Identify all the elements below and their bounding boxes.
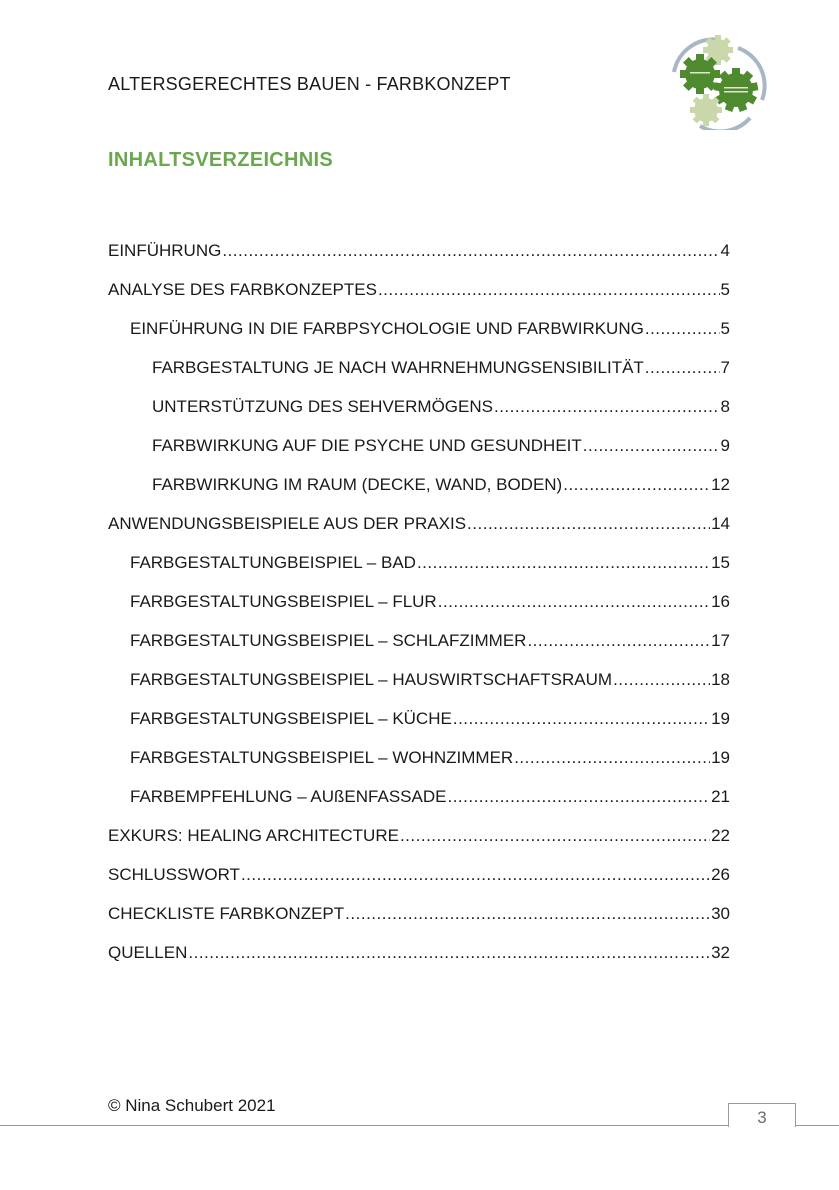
toc-entry-label: EXKURS: HEALING ARCHITECTURE — [108, 826, 399, 845]
toc-entry-page: 18 — [711, 670, 730, 689]
toc-entry[interactable] — [108, 855, 730, 894]
toc-entry-label: EINFÜHRUNG — [108, 241, 222, 260]
toc-entry-label: FARBGESTALTUNG JE NACH WAHRNEHMUNGSENSIBILITÄT — [152, 358, 644, 377]
toc-dot-leader — [563, 465, 710, 504]
toc-entry-label: FARBGESTALTUNGSBEISPIEL – KÜCHE — [130, 709, 452, 728]
toc-entry[interactable] — [108, 231, 730, 270]
toc-entry-page: 8 — [720, 397, 730, 416]
toc-entry[interactable] — [108, 504, 730, 543]
toc-entry[interactable] — [108, 270, 730, 309]
toc-dot-leader — [645, 309, 720, 348]
toc-entry[interactable] — [108, 699, 730, 738]
toc-entry-page: 7 — [720, 358, 730, 377]
toc-dot-leader — [400, 816, 710, 855]
toc-entry[interactable] — [108, 543, 730, 582]
toc-entry-label: ANWENDUNGSBEISPIELE AUS DER PRAXIS — [108, 514, 467, 533]
toc-entry-page: 26 — [711, 865, 730, 884]
toc-entry-page: 17 — [711, 631, 730, 650]
toc-entry-page: 9 — [720, 436, 730, 455]
toc-dot-leader — [241, 855, 710, 894]
toc-entry-label: FARBGESTALTUNGSBEISPIEL – FLUR — [130, 592, 437, 611]
toc-entry-page: 22 — [711, 826, 730, 845]
toc-entry-label: EINFÜHRUNG IN DIE FARBPSYCHOLOGIE UND FARBWIRKUNG — [130, 319, 644, 338]
document-header-title: ALTERSGERECHTES BAUEN - FARBKONZEPT — [108, 74, 511, 94]
toc-entry-page: 15 — [711, 553, 730, 572]
toc-dot-leader — [438, 582, 710, 621]
page-number: 3 — [757, 1108, 767, 1127]
toc-entry-label: SCHLUSSWORT — [108, 865, 240, 884]
toc-dot-leader — [378, 270, 720, 309]
toc-entry-label: CHECKLISTE FARBKONZEPT — [108, 904, 345, 923]
toc-dot-leader — [613, 660, 710, 699]
toc-entry-label: FARBWIRKUNG IM RAUM (DECKE, WAND, BODEN) — [152, 475, 563, 494]
toc-dot-leader — [494, 387, 720, 426]
toc-entry-page: 12 — [711, 475, 730, 494]
toc-entry[interactable] — [108, 777, 730, 816]
toc-entry[interactable] — [108, 309, 730, 348]
toc-dot-leader — [222, 231, 719, 270]
toc-entry[interactable] — [108, 582, 730, 621]
toc-entry[interactable] — [108, 894, 730, 933]
toc-entry-page: 19 — [711, 748, 730, 767]
toc-entry-page: 19 — [711, 709, 730, 728]
toc-dot-leader — [527, 621, 710, 660]
toc-entry[interactable] — [108, 816, 730, 855]
table-of-contents — [108, 231, 730, 972]
toc-entry-label: ANALYSE DES FARBKONZEPTES — [108, 280, 377, 299]
toc-entry[interactable] — [108, 426, 730, 465]
toc-entry-label: FARBGESTALTUNGSBEISPIEL – WOHNZIMMER — [130, 748, 514, 767]
toc-entry-page: 30 — [711, 904, 730, 923]
toc-dot-leader — [514, 738, 710, 777]
toc-entry-page: 21 — [711, 787, 730, 806]
toc-dot-leader — [447, 777, 710, 816]
toc-entry-page: 5 — [720, 319, 730, 338]
gears-logo-icon — [660, 34, 768, 130]
toc-entry[interactable] — [108, 660, 730, 699]
toc-entry-page: 4 — [720, 241, 730, 260]
toc-entry[interactable] — [108, 933, 730, 972]
footer-divider — [0, 1125, 839, 1126]
toc-entry-page: 14 — [711, 514, 730, 533]
toc-entry[interactable] — [108, 621, 730, 660]
toc-entry[interactable] — [108, 738, 730, 777]
toc-dot-leader — [645, 348, 720, 387]
toc-dot-leader — [453, 699, 710, 738]
toc-dot-leader — [188, 933, 710, 972]
toc-entry-page: 32 — [711, 943, 730, 962]
toc-entry-label: QUELLEN — [108, 943, 188, 962]
toc-entry-label: FARBGESTALTUNGSBEISPIEL – SCHLAFZIMMER — [130, 631, 527, 650]
toc-entry-label: UNTERSTÜTZUNG DES SEHVERMÖGENS — [152, 397, 493, 416]
toc-entry-label: FARBGESTALTUNGSBEISPIEL – HAUSWIRTSCHAFTSRAUM — [130, 670, 613, 689]
toc-entry-page: 16 — [711, 592, 730, 611]
toc-dot-leader — [583, 426, 720, 465]
toc-dot-leader — [467, 504, 710, 543]
toc-entry-page: 5 — [720, 280, 730, 299]
toc-dot-leader — [417, 543, 710, 582]
toc-entry-label: FARBEMPFEHLUNG – AUßENFASSADE — [130, 787, 447, 806]
toc-entry-label: FARBGESTALTUNGBEISPIEL – BAD — [130, 553, 416, 572]
toc-entry[interactable] — [108, 465, 730, 504]
toc-entry[interactable] — [108, 348, 730, 387]
footer-copyright: © Nina Schubert 2021 — [108, 1096, 276, 1115]
toc-entry-label: FARBWIRKUNG AUF DIE PSYCHE UND GESUNDHEIT — [152, 436, 582, 455]
toc-heading: INHALTSVERZEICHNIS — [108, 149, 334, 171]
toc-entry[interactable] — [108, 387, 730, 426]
toc-dot-leader — [345, 894, 710, 933]
